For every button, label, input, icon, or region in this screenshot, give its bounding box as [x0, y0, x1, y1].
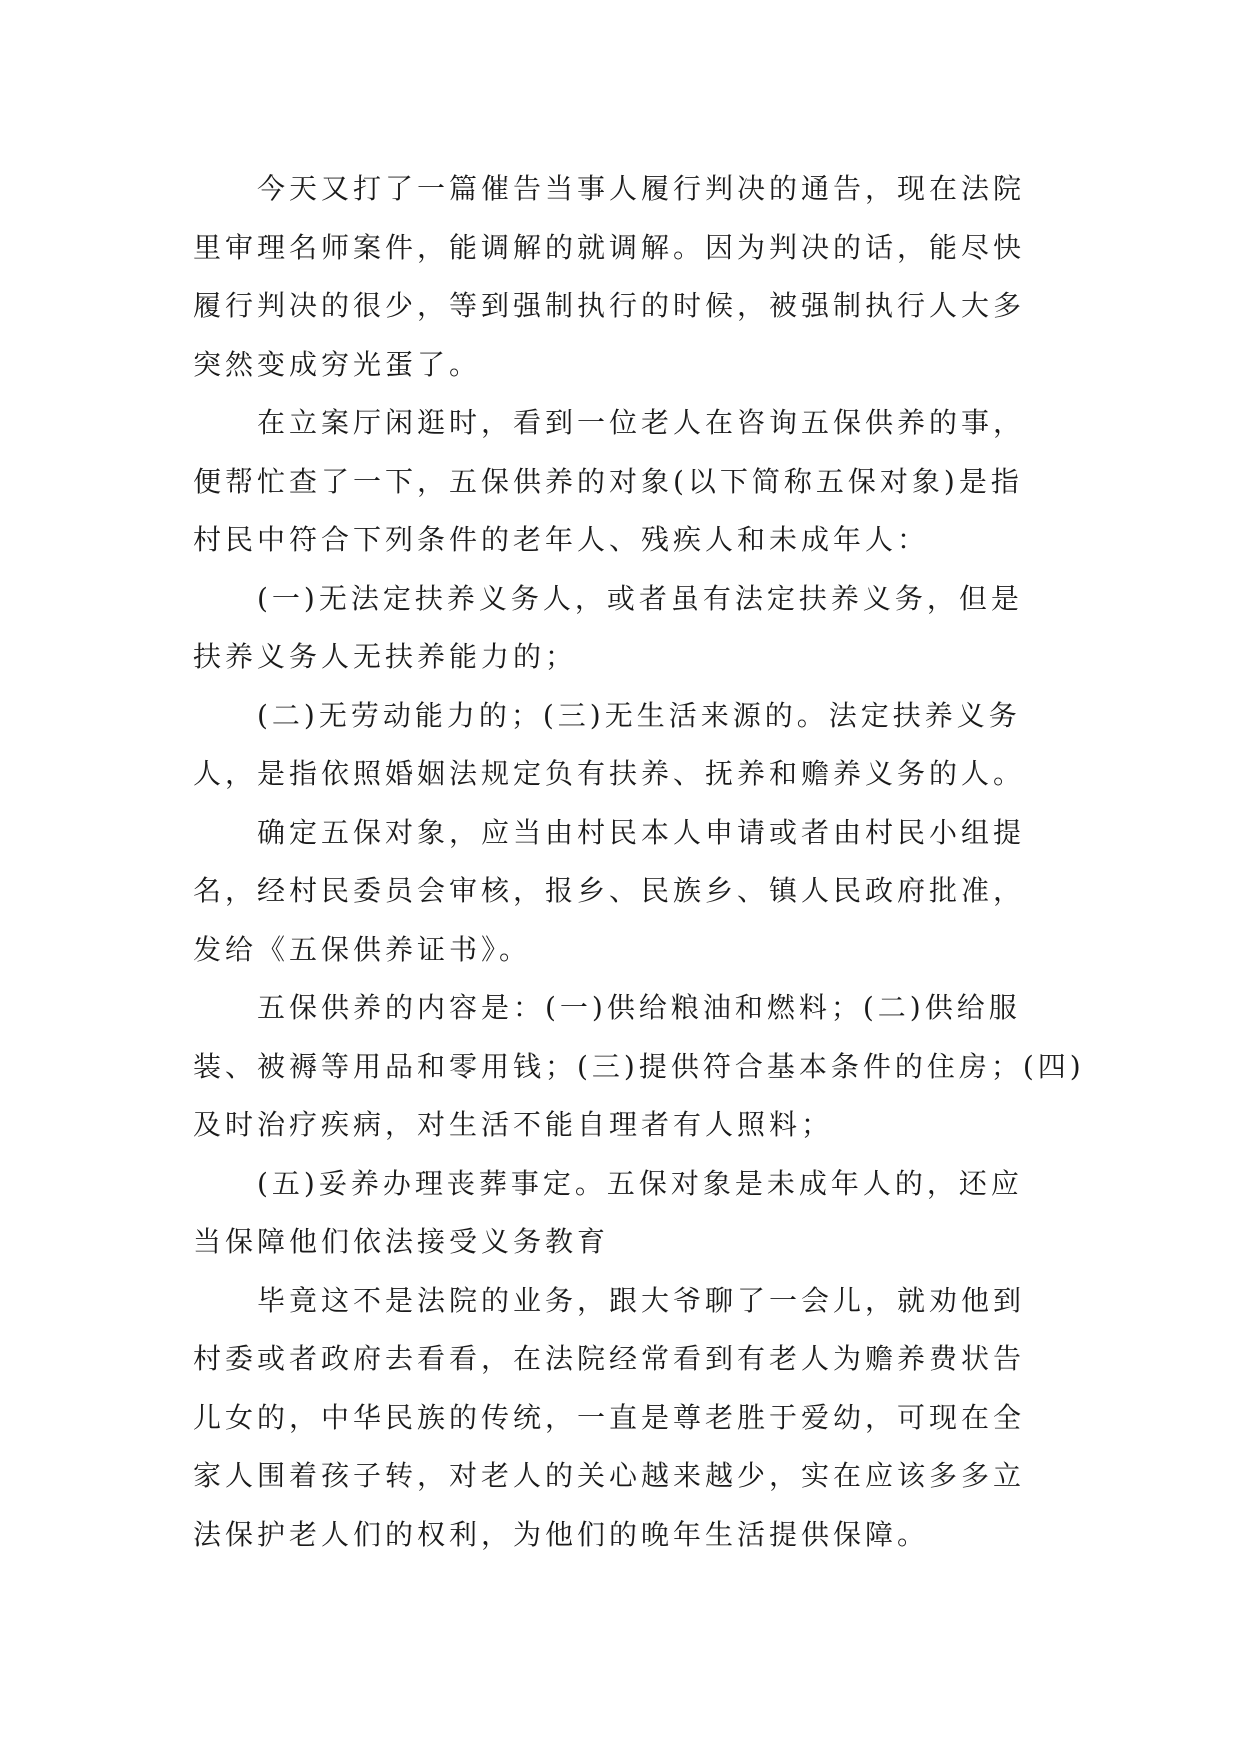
- text-line: 发给《五保供养证书》。: [193, 932, 532, 966]
- text-line: (一)无法定扶养义务人，或者虽有法定扶养义务，但是: [257, 581, 1023, 615]
- text-line: 确定五保对象，应当由村民本人申请或者由村民小组提: [257, 815, 1026, 849]
- text-line: 家人围着孩子转，对老人的关心越来越少，实在应该多多立: [193, 1459, 1026, 1492]
- text-line: 扶养义务人无扶养能力的；: [193, 640, 578, 673]
- text-line: 村委或者政府去看看，在法院经常看到有老人为赡养费状告: [193, 1342, 1026, 1375]
- text-line: 儿女的，中华民族的传统，一直是尊老胜于爱幼，可现在全: [193, 1400, 1026, 1434]
- text-line: 及时治疗疾病，对生活不能自理者有人照料；: [193, 1108, 834, 1141]
- text-line: 当保障他们依法接受义务教育: [193, 1225, 610, 1258]
- text-line: 人，是指依照婚姻法规定负有扶养、抚养和赡养义务的人。: [193, 757, 1026, 790]
- text-line: (二)无劳动能力的；(三)无生活来源的。法定扶养义务: [257, 698, 1021, 732]
- text-line: 在立案厅闲逛时，看到一位老人在咨询五保供养的事，: [257, 406, 1026, 439]
- text-line: 村民中符合下列条件的老年人、残疾人和未成年人：: [193, 523, 930, 556]
- text-line: 名，经村民委员会审核，报乡、民族乡、镇人民政府批准，: [193, 874, 1026, 907]
- text-line: 法保护老人们的权利，为他们的晚年生活提供保障。: [193, 1517, 930, 1551]
- document-body: [193, 160, 1085, 1564]
- text-line: (五)妥养办理丧葬事定。五保对象是未成年人的，还应: [257, 1166, 1023, 1200]
- text-line: 毕竟这不是法院的业务，跟大爷聊了一会儿，就劝他到: [257, 1283, 1026, 1317]
- text-line: 装、被褥等用品和零用钱；(三)提供符合基本条件的住房；(四): [193, 1049, 1085, 1083]
- text-line: 履行判决的很少，等到强制执行的时候，被强制执行人大多: [193, 289, 1026, 322]
- text-line: 五保供养的内容是：(一)供给粮油和燃料；(二)供给服: [257, 991, 1021, 1024]
- text-line: 便帮忙查了一下，五保供养的对象(以下简称五保对象)是指: [193, 464, 1023, 498]
- text-line: 今天又打了一篇催告当事人履行判决的通告，现在法院: [257, 172, 1026, 205]
- text-line: 里审理名师案件，能调解的就调解。因为判决的话，能尽快: [193, 230, 1026, 264]
- text-line: 突然变成穷光蛋了。: [193, 347, 482, 381]
